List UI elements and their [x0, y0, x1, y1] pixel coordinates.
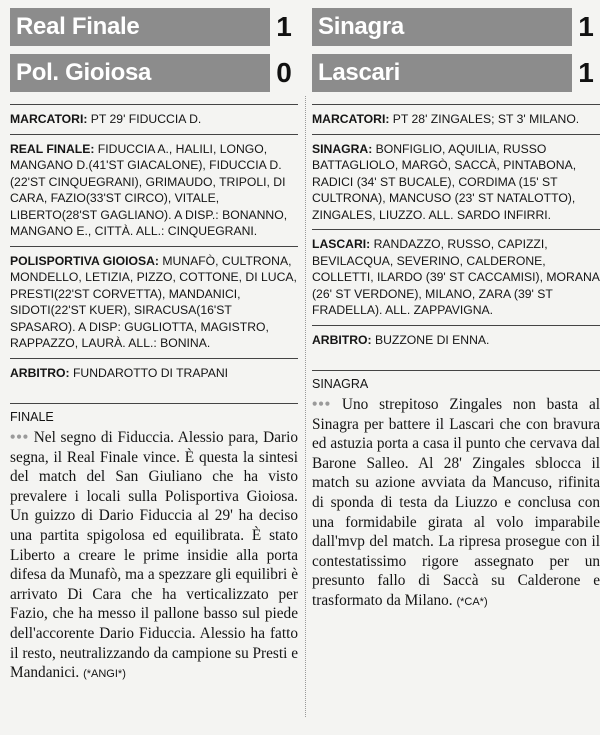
referee-label: ARBITRO:: [10, 365, 70, 380]
article-body: [10, 428, 298, 685]
article-text: Nel segno di Fiduccia. Alessio para, Dario segna, il Real Finale vince. È questa la sintesi del match del San Giuliano che ha visto prevalere i locali sulla Polisportiva Gioiosa. Un guizzo di Dario Fiduccia al 29' ha deciso una partita spigolosa ed equilibrata. È stato Liberto a creare le prime insidie alla porta difesa da Munafò, ma a spezzare gli equilibri è arrivato Di Cara che ha verticalizzato per Fazio, che ha messo il pallone basso sul piede dell'accorente Dario Fiduccia. Alessio ha fatto il resto, neutralizzando da campione su Presti e Mandanici.: [10, 429, 298, 682]
scorers-text: PT 29' FIDUCCIA D.: [87, 112, 202, 126]
scorers-text: PT 28' ZINGALES; ST 3' MILANO.: [389, 112, 580, 126]
scorers-label: MARCATORI:: [312, 112, 390, 126]
lineup-away-block: [10, 246, 298, 358]
bullet-dots: •••: [312, 396, 332, 413]
score-row-away: [312, 54, 600, 92]
column-divider: [305, 96, 306, 717]
referee-block: [10, 358, 298, 388]
home-team-name: Real Finale: [16, 13, 140, 40]
lineup-away-block: [312, 229, 600, 325]
home-team-name: Sinagra: [318, 13, 404, 40]
away-team-score: 0: [270, 54, 298, 92]
lineup-away-label: POLISPORTIVA GIOIOSA:: [10, 253, 159, 268]
lineup-away-text: MUNAFÒ, CULTRONA, MONDELLO, LETIZIA, PIZZO, COTTONE, DI LUCA, PRESTI(22'ST CORVETTA), MANDANICI, SIDOTI(22'ST KUER), SIRACUSA(16'ST SPASARO). A DISP: GUGLIOTTA, MAGISTRO, RAPPAZZO, LAURÀ. ALL.: BONINA.: [10, 253, 297, 350]
home-team-score: 1: [270, 8, 298, 46]
article-place-text: FINALE: [10, 410, 54, 424]
lineup-home-block: [312, 134, 600, 230]
score-row-away: [10, 54, 298, 92]
away-team-name: Lascari: [318, 59, 400, 86]
away-team-name: Pol. Gioiosa: [16, 59, 152, 86]
article-signature: (*CA*): [456, 595, 488, 608]
score-row-home: [10, 8, 298, 46]
lineup-home-label: REAL FINALE:: [10, 141, 95, 156]
referee-block: [312, 325, 600, 355]
home-team-score: 1: [572, 8, 600, 46]
referee-text: FUNDAROTTO DI TRAPANI: [69, 365, 229, 380]
article-body: [312, 395, 600, 613]
lineup-home-text: BONFIGLIO, AQUILIA, RUSSO BATTAGLIOLO, MARGÒ, SACCÀ, PINTABONA, RADICI (34' ST BUCALE), CORDIMA (15' ST CULTRONA), MANCUSO (23' ST NATALOTTO), ZINGALES, LIUZZO. ALL. SARDO INFIRRI.: [312, 141, 577, 222]
article-place: [312, 370, 600, 391]
bullet-dots: •••: [10, 429, 30, 446]
lineup-away-label: LASCARI:: [312, 237, 371, 251]
away-team-score: 1: [572, 54, 600, 92]
score-row-home: [312, 8, 600, 46]
scorers-block: [312, 104, 600, 134]
article-place-text: SINAGRA: [312, 377, 369, 391]
referee-label: ARBITRO:: [312, 332, 372, 347]
scorers-block: [10, 104, 298, 134]
lineup-home-label: SINAGRA:: [312, 141, 373, 156]
lineup-away-text: RANDAZZO, RUSSO, CAPIZZI, BEVILACQUA, SEVERINO, CALDERONE, COLLETTI, ILARDO (39' ST CACCAMISI), MORANA (26' ST VERDONE), MILANO, ZARA (39' ST FRADELLA). ALL. ZAPPAVIGNA.: [312, 237, 600, 317]
match-column-sinagra: [312, 0, 600, 613]
lineup-home-text: FIDUCCIA A., HALILI, LONGO, MANGANO D.(41'ST GIACALONE), FIDUCCIA D.(22'ST CINQUEGRANI), GRIMAUDO, TRIPOLI, DI CARA, FAZIO(33'ST CIRCO), VITALE, LIBERTO(28'ST GAGLIANO). A DISP.: BONANNO, MANGANO E., CITTÀ. ALL.: CINQUEGRANI.: [10, 141, 288, 238]
article-place: [10, 403, 298, 424]
article-text: Uno strepitoso Zingales non basta al Sinagra per battere il Lascari che con bravura ed astuzia porta a casa il punto che cervava dal Barone Salleo. Al 28' Zingales sblocca il match su azione avviata da Mancuso, rifinita di sponda di testa da Liuzzo e conclusa con una formidabile girata al volo imparabile dall'mvp del match. La ripresa prosegue con il contestatissimo rigore assegnato per un presunto fallo di Saccà su Calderone e trasformato da Milano.: [312, 396, 600, 609]
referee-text: BUZZONE DI ENNA.: [371, 332, 490, 347]
match-column-real-finale: [10, 0, 298, 685]
article-signature: (*ANGI*): [83, 668, 126, 681]
lineup-home-block: [10, 134, 298, 246]
scorers-label: MARCATORI:: [10, 112, 88, 126]
